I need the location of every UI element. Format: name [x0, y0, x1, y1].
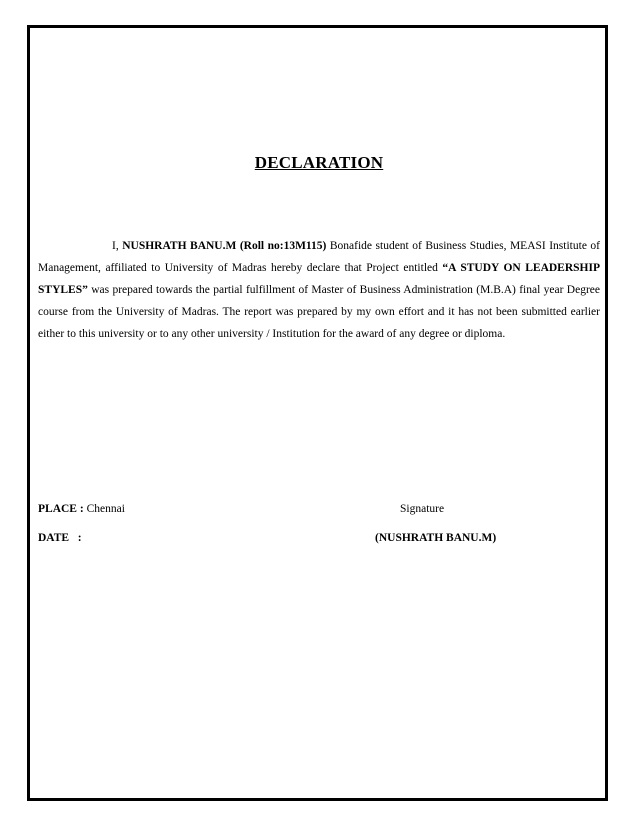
document-title: DECLARATION: [254, 153, 384, 172]
declaration-paragraph: [38, 235, 600, 345]
date-row: [38, 532, 82, 544]
project-title: “A STUDY ON LEADERSHIP STYLES”: [38, 262, 600, 296]
date-label: DATE :: [38, 532, 82, 544]
student-name-roll: NUSHRATH BANU.M (Roll no:13M115): [122, 240, 327, 252]
page-border: [27, 25, 608, 801]
paragraph-text-2: was prepared towards the partial fulfillment of Master of Business Administration (M.B.A) final year Degree course from the University of Madras. The report was prepared by my own effort and it has not been submitted earlier either to this university or to any other university / Institution for the award of any degree or diploma.: [38, 284, 600, 340]
place-value: Chennai: [83, 503, 125, 515]
paragraph-text-1: Bonafide student of Business Studies, MEASI Institute of Management, affiliated to University of Madras hereby declare that Project entitled: [38, 240, 600, 274]
signatory-name: (NUSHRATH BANU.M): [375, 532, 497, 544]
paragraph-intro: I,: [112, 240, 123, 252]
signature-label: Signature: [400, 503, 445, 515]
place-row: [38, 503, 125, 515]
place-label: PLACE :: [38, 503, 84, 515]
